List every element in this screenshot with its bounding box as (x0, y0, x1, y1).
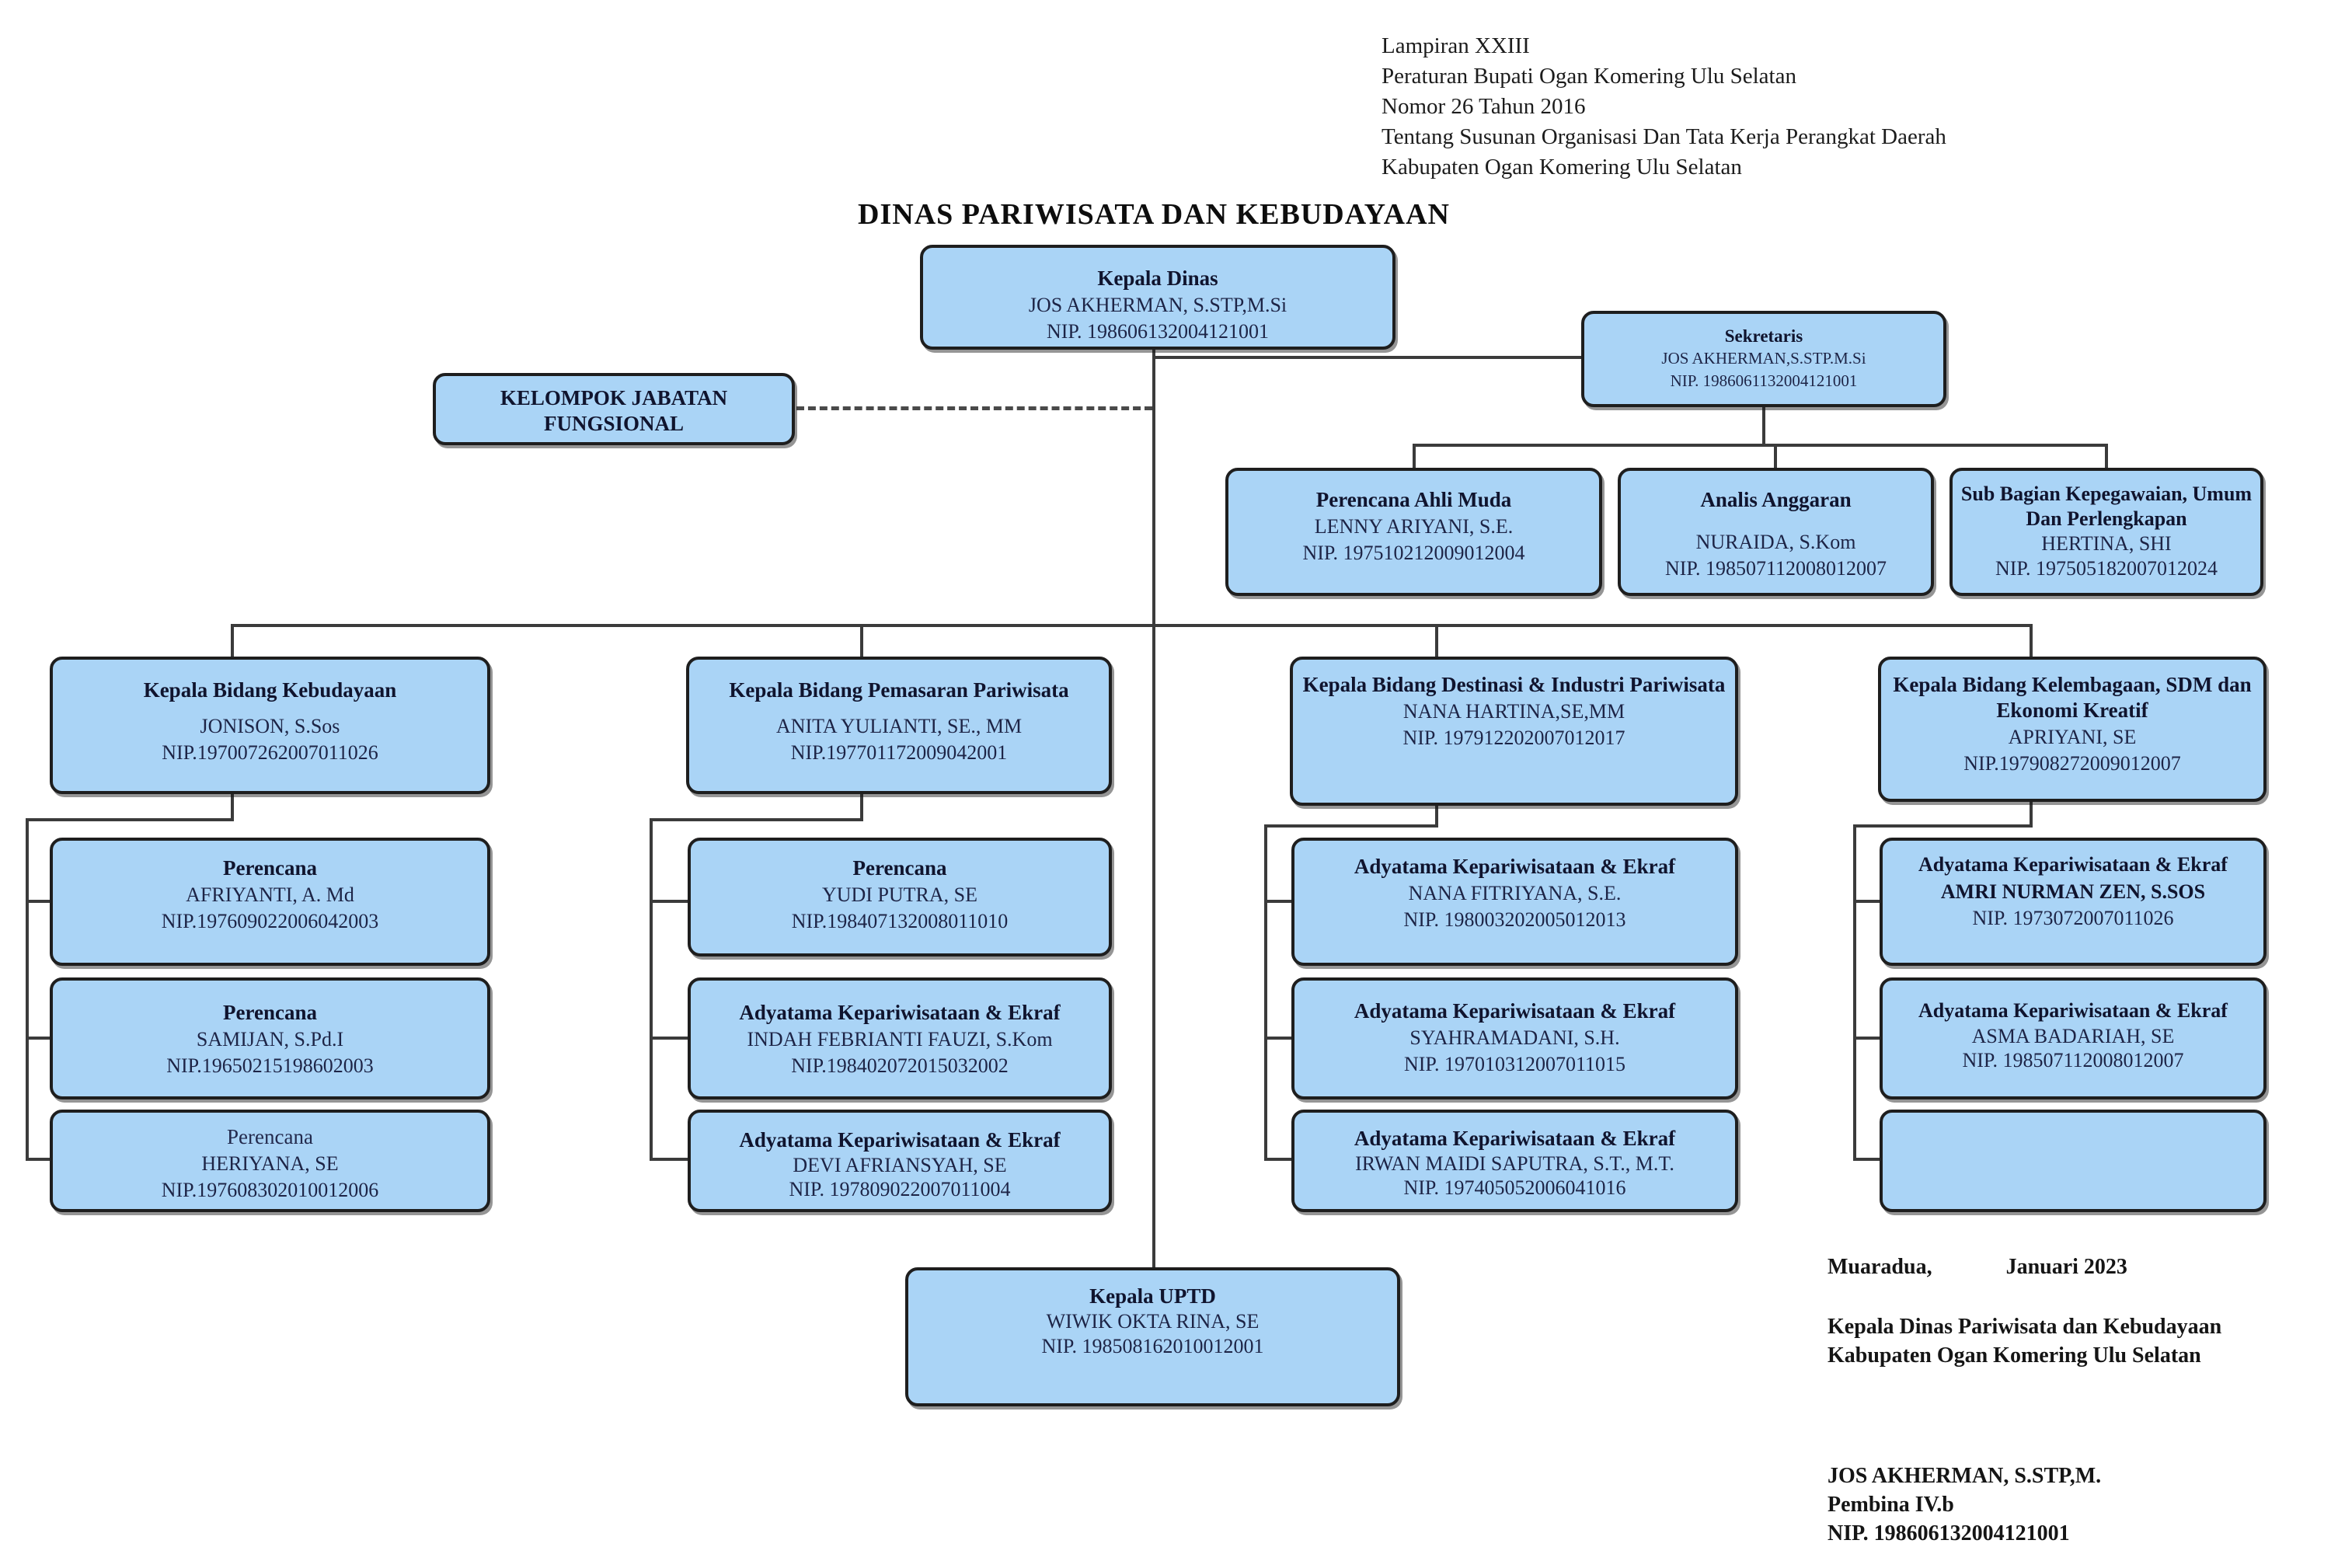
node-staff-box (1880, 838, 2267, 966)
node-title: Adyatama Kepariwisataan & Ekraf (1354, 1127, 1676, 1150)
node-staff-box (688, 1110, 1112, 1212)
signature-office-line: Kepala Dinas Pariwisata dan Kebudayaan (1828, 1315, 2222, 1339)
node-nip: NIP.198407132008011010 (791, 910, 1009, 932)
node-name: LENNY ARIYANI, S.E. (1314, 515, 1514, 538)
connector-line (860, 624, 863, 657)
connector-line (1853, 1158, 1880, 1161)
connector-line (231, 624, 234, 657)
connector-line (26, 900, 51, 903)
node-nip: NIP. 197505182007012024 (1995, 557, 2218, 580)
node-nip: NIP. 197405052006041016 (1403, 1176, 1626, 1199)
node-name: YUDI PUTRA, SE (821, 883, 978, 906)
connector-line (650, 1037, 688, 1040)
signature-name: JOS AKHERMAN, S.STP,M. (1828, 1464, 2102, 1488)
node-nip: NIP.197007262007011026 (162, 741, 378, 764)
connector-line (1435, 624, 1438, 657)
node-title: Perencana Ahli Muda (1315, 488, 1512, 511)
node-name: JONISON, S.Sos (200, 715, 340, 737)
node-title: KELOMPOK JABATAN FUNGSIONAL (500, 386, 728, 435)
node-staff-box (50, 977, 490, 1099)
node-kepala-uptd (905, 1267, 1400, 1406)
node-name: HERIYANA, SE (201, 1152, 339, 1175)
node-nip: NIP.198402072015032002 (791, 1054, 1009, 1077)
node-name: NANA HARTINA,SE,MM (1402, 700, 1625, 723)
node-name: NANA FITRIYANA, S.E. (1408, 882, 1622, 904)
connector-line (1853, 824, 2033, 828)
document-header (1382, 31, 2275, 183)
node-title: Perencana (223, 856, 317, 880)
connector-line (1853, 1037, 1880, 1040)
connector-line (26, 818, 234, 821)
node-name: IRWAN MAIDI SAPUTRA, S.T., M.T. (1355, 1152, 1674, 1175)
node-name: SYAHRAMADANI, S.H. (1409, 1026, 1620, 1049)
node-nip: NIP. 1973072007011026 (1972, 907, 2174, 929)
node-title: Kepala Bidang Kebudayaan (143, 678, 397, 702)
header-line: Tentang Susunan Organisasi Dan Tata Kerja Perangkat Daerah (1382, 124, 1946, 149)
node-nip: NIP. 1986061132004121001 (1670, 371, 1858, 390)
node-title: Analis Anggaran (1700, 488, 1852, 511)
connector-line (1413, 444, 1416, 468)
header-line: Lampiran XXIII (1382, 33, 1530, 58)
node-name: AMRI NURMAN ZEN, S.SOS (1940, 880, 2206, 903)
signature-date: Januari 2023 (2005, 1255, 2127, 1279)
node-title: Adyatama Kepariwisataan & Ekraf (1354, 855, 1676, 878)
node-sub-bagian-kepegawaian (1949, 468, 2263, 596)
node-name: WIWIK OKTA RINA, SE (1046, 1310, 1260, 1333)
node-title: Kepala Bidang Pemasaran Pariwisata (729, 678, 1069, 702)
node-nip: NIP.197609022006042003 (161, 910, 379, 932)
node-title: Sub Bagian Kepegawaian, Umum Dan Perlengkapan (1960, 483, 2253, 530)
signature-rank: Pembina IV.b (1828, 1493, 1954, 1517)
node-name: APRIYANI, SE (2008, 726, 2137, 748)
node-title: Perencana (223, 1001, 317, 1024)
node-nip: NIP. 198508162010012001 (1041, 1335, 1264, 1357)
connector-line (231, 794, 234, 821)
connector-line (1155, 356, 1583, 359)
node-title: Adyatama Kepariwisataan & Ekraf (739, 1001, 1061, 1024)
node-name: NURAIDA, S.Kom (1695, 531, 1856, 553)
connector-line (1264, 824, 1438, 828)
node-title: Adyatama Kepariwisataan & Ekraf (1918, 853, 2228, 876)
connector-line (1264, 824, 1267, 1161)
node-nip: NIP. 198507112008012007 (1664, 557, 1887, 580)
connector-line (1853, 824, 1856, 1161)
connector-line (650, 818, 863, 821)
node-sekretaris (1581, 311, 1946, 407)
node-title: Adyatama Kepariwisataan & Ekraf (1918, 999, 2228, 1022)
connector-line (650, 818, 653, 1161)
connector-line (26, 1037, 51, 1040)
node-nip: NIP. 197510212009012004 (1302, 542, 1525, 564)
node-staff-box-empty (1880, 1110, 2267, 1212)
node-staff-box (688, 977, 1112, 1099)
signature-place-date (1828, 1253, 2309, 1281)
connector-line (650, 900, 688, 903)
node-name: HERTINA, SHI (2041, 532, 2172, 555)
connector-line (1853, 900, 1880, 903)
node-title: Kepala UPTD (1089, 1284, 1216, 1308)
node-staff-box (1880, 977, 2267, 1099)
connector-dashed-line (796, 406, 1152, 410)
node-title: Kepala Bidang Destinasi & Industri Pariwisata (1302, 673, 1726, 696)
node-bidang-kebudayaan (50, 657, 490, 794)
node-kelompok-jabatan-fungsional (433, 373, 795, 445)
node-title: Kepala Bidang Kelembagaan, SDM dan Ekonomi Kreatif (1893, 673, 2252, 722)
node-name: ASMA BADARIAH, SE (1971, 1025, 2175, 1047)
node-staff-box (1291, 1110, 1738, 1212)
node-nip: NIP.19650215198602003 (166, 1054, 374, 1077)
node-title: Adyatama Kepariwisataan & Ekraf (1354, 999, 1676, 1023)
node-nip: NIP. 197912202007012017 (1402, 727, 1625, 749)
node-nip: NIP. 197809022007011004 (789, 1178, 1011, 1200)
node-perencana-ahli-muda (1225, 468, 1602, 596)
node-title: Sekretaris (1724, 326, 1803, 346)
node-title: Adyatama Kepariwisataan & Ekraf (739, 1128, 1061, 1152)
connector-line (2105, 444, 2108, 468)
node-name: INDAH FEBRIANTI FAUZI, S.Kom (747, 1028, 1053, 1051)
node-staff-box (1291, 977, 1738, 1099)
page-title: DINAS PARIWISATA DAN KEBUDAYAAN (858, 198, 1450, 231)
connector-line (860, 794, 863, 821)
node-title: Kepala Dinas (1097, 267, 1218, 290)
node-name: ANITA YULIANTI, SE., MM (775, 715, 1023, 737)
node-staff-box (1291, 838, 1738, 966)
node-staff-box (50, 1110, 490, 1212)
signature-region-line: Kabupaten Ogan Komering Ulu Selatan (1828, 1343, 2201, 1368)
node-nip: NIP. 198606132004121001 (1046, 320, 1269, 343)
node-analis-anggaran (1618, 468, 1934, 596)
node-title: Perencana (852, 856, 947, 880)
connector-line (1264, 1158, 1291, 1161)
node-nip: NIP.197908272009012007 (1963, 752, 2181, 775)
connector-line (231, 624, 2033, 627)
connector-line (1762, 407, 1765, 445)
signature-nip: NIP. 198606132004121001 (1828, 1521, 2070, 1545)
node-bidang-pemasaran-pariwisata (686, 657, 1112, 794)
header-line: Peraturan Bupati Ogan Komering Ulu Selatan (1382, 64, 1796, 89)
node-nip: NIP.197701172009042001 (790, 741, 1008, 764)
node-name: DEVI AFRIANSYAH, SE (793, 1154, 1007, 1176)
connector-line (1264, 1037, 1291, 1040)
connector-line (2030, 624, 2033, 657)
node-bidang-destinasi-industri (1290, 657, 1738, 806)
node-nip: NIP. 198507112008012007 (1962, 1049, 2184, 1071)
signature-block (1828, 1253, 2309, 1548)
node-kepala-dinas (920, 245, 1395, 350)
connector-line (1264, 900, 1291, 903)
node-name: AFRIYANTI, A. Md (186, 883, 354, 906)
signature-place: Muaradua, (1828, 1255, 1932, 1279)
connector-line (26, 1158, 51, 1161)
connector-line (1413, 444, 2108, 447)
node-bidang-kelembagaan-sdm (1878, 657, 2267, 802)
connector-line (1152, 350, 1155, 1269)
connector-line (1774, 444, 1777, 468)
header-line: Nomor 26 Tahun 2016 (1382, 94, 1586, 119)
node-name: JOS AKHERMAN, S.STP,M.Si (1028, 294, 1287, 316)
node-title: Perencana (227, 1125, 313, 1148)
node-nip: NIP.197608302010012006 (161, 1179, 379, 1201)
node-nip: NIP. 197010312007011015 (1403, 1053, 1626, 1075)
node-name: SAMIJAN, S.Pd.I (196, 1028, 344, 1051)
node-name: JOS AKHERMAN,S.STP.M.Si (1661, 349, 1866, 368)
connector-line (26, 818, 29, 1161)
node-staff-box (50, 838, 490, 966)
node-staff-box (688, 838, 1112, 956)
node-nip: NIP. 198003202005012013 (1403, 908, 1626, 931)
connector-line (650, 1158, 688, 1161)
header-line: Kabupaten Ogan Komering Ulu Selatan (1382, 155, 1742, 179)
